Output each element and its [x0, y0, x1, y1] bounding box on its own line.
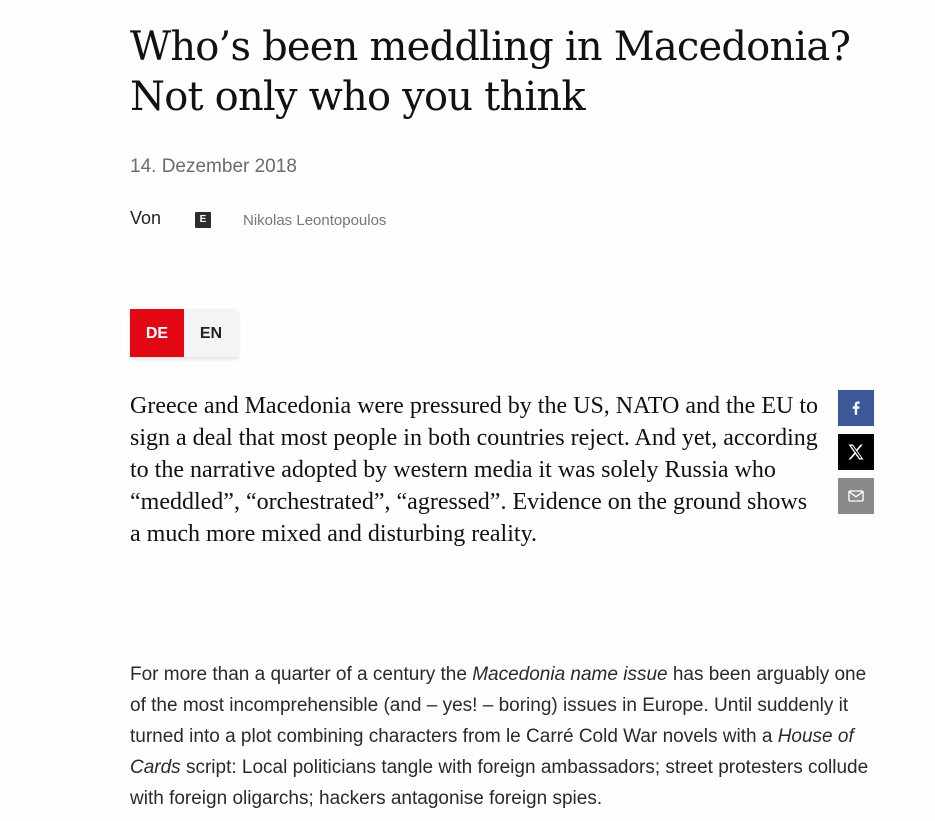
article-date: 14. Dezember 2018 — [130, 156, 297, 177]
share-facebook-button[interactable] — [838, 390, 874, 426]
language-de-button[interactable]: DE — [130, 309, 184, 357]
x-icon — [846, 442, 866, 462]
body-emphasis-macedonia-name-issue: Macedonia name issue — [472, 664, 668, 685]
share-email-button[interactable] — [838, 478, 874, 514]
article-lead: Greece and Macedonia were pressured by the US, NATO and the EU to sign a deal that most people in both countries reject. And yet, according to the narrative adopted by western media it was solely Russia who “meddled”, “orchestrated”, “agressed”. Evidence on the ground shows a much more mixed and disturbing reality. — [130, 393, 818, 547]
body-text-part2: has been arguably one of the most incomprehensible (and – yes! – boring) issues in Europe. Until suddenly it turned into a plot combining characters from le Carré Cold War novels with a — [130, 664, 867, 747]
body-text-part1: For more than a quarter of a century the — [130, 664, 473, 685]
article-body-paragraph — [130, 659, 870, 814]
author-logo-icon: E — [195, 212, 211, 228]
email-icon — [846, 486, 866, 506]
facebook-icon — [847, 399, 865, 417]
body-text-part3: script: Local politicians tangle with foreign ambassadors; street protesters collude with foreign oligarchs; hackers antagonise foreign spies. — [130, 757, 869, 809]
byline-prefix: Von — [130, 208, 162, 228]
share-x-button[interactable] — [838, 434, 874, 470]
article-title: Who’s been meddling in Macedonia? Not only who you think — [130, 24, 851, 120]
author-name[interactable]: Nikolas Leontopoulos — [243, 212, 387, 229]
share-bar — [838, 390, 874, 522]
language-en-button[interactable]: EN — [184, 309, 238, 357]
body-emphasis-house-of-cards: House of Cards — [130, 726, 854, 778]
language-switch — [130, 309, 238, 357]
